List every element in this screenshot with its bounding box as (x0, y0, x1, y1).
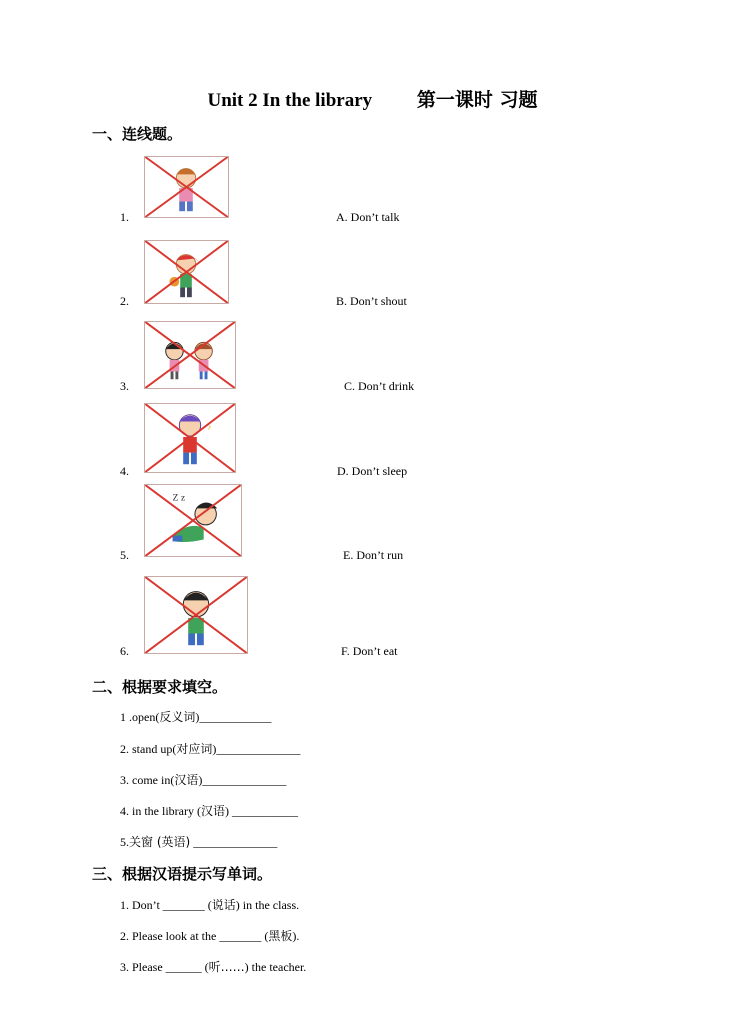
title-chinese: 第一课时 习题 (416, 89, 538, 111)
word-line-1: 1. Don’t _______ (说话) in the class. (120, 898, 300, 912)
item-number: 6. (120, 644, 129, 658)
fill-line-2: 2. stand up(对应词)______________ (120, 742, 301, 756)
svg-text:Z z: Z z (172, 492, 186, 504)
option-c: C. Don’t drink (344, 379, 415, 393)
word-line-2: 2. Please look at the _______ (黑板). (120, 929, 300, 943)
item-number: 4. (120, 464, 129, 478)
answer-blank[interactable]: ______________ (202, 773, 287, 787)
fill-line-3: 3. come in(汉语)______________ (120, 773, 287, 787)
option-a: A. Don’t talk (336, 210, 400, 224)
item-number: 1. (120, 210, 129, 224)
title-english: Unit 2 In the library (207, 90, 373, 111)
answer-blank[interactable]: ___________ (232, 804, 298, 818)
answer-blank[interactable]: ______________ (193, 835, 278, 849)
answer-blank[interactable]: _______ (162, 898, 205, 912)
item-number: 3. (120, 379, 129, 393)
item-number: 2. (120, 294, 129, 308)
boy-sleeping-crossed-icon (144, 484, 242, 557)
option-d: D. Don’t sleep (337, 464, 408, 478)
answer-blank[interactable]: _______ (219, 929, 262, 943)
option-e: E. Don’t run (343, 548, 404, 562)
item-number: 5. (120, 548, 129, 562)
fill-line-1: 1 .open(反义词)____________ (120, 710, 272, 724)
option-f: F. Don’t eat (341, 644, 398, 658)
page-title (0, 85, 745, 112)
svg-text:♪: ♪ (207, 422, 212, 432)
section3-heading: 三、根据汉语提示写单词。 (92, 865, 273, 883)
boy-drinking-crossed-icon (144, 576, 248, 654)
answer-blank[interactable]: ____________ (199, 710, 272, 724)
answer-blank[interactable]: ______ (165, 960, 202, 974)
girl-talking-crossed-icon (144, 156, 229, 218)
girl-shouting-crossed-icon (144, 403, 236, 473)
section1-heading: 一、连线题。 (92, 125, 183, 143)
fill-line-5: 5.关窗 (英语) ______________ (120, 835, 278, 849)
answer-blank[interactable]: ______________ (216, 742, 301, 756)
fill-line-4: 4. in the library (汉语) ___________ (120, 804, 298, 818)
children-running-crossed-icon (144, 321, 236, 389)
word-line-3: 3. Please ______ (听……) the teacher. (120, 960, 307, 974)
boy-eating-crossed-icon (144, 240, 229, 304)
option-b: B. Don’t shout (336, 294, 407, 308)
section2-heading: 二、根据要求填空。 (92, 678, 228, 696)
